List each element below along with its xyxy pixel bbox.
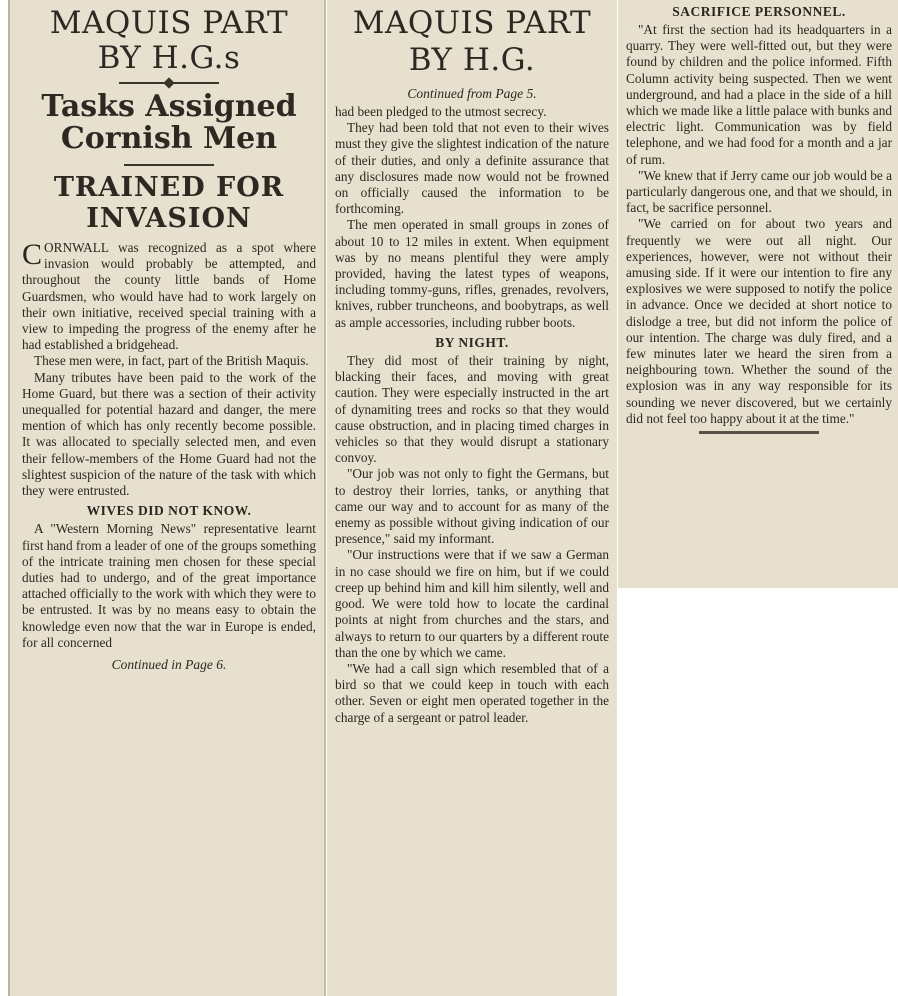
paragraph: "Our instructions were that if we saw a German in no case should we fire on him, but if we could creep up behind him and kill him silently, well and good. We were told how to locate the cardinal points at night from churches and the stars, and always to return to our quarters by a different route than the one by which we came. bbox=[335, 547, 609, 660]
subheading: SACRIFICE PERSONNEL. bbox=[672, 4, 846, 19]
end-rule bbox=[699, 431, 819, 434]
article-body-col2 bbox=[335, 104, 609, 726]
paragraph: Many tributes have been paid to the work of the Home Guard, but there was a section of their activity unequalled for potential hazard and danger, the mere mention of which has only recently become possible. It was allocated to specially selected men, and even their fellow-members of the Home Guard had not the slightest suspicion of the nature of the task with which they were entrusted. bbox=[22, 369, 316, 499]
subheading: WIVES DID NOT KNOW. bbox=[86, 503, 252, 519]
ornamental-rule bbox=[119, 82, 219, 84]
paragraph: They had been told that not even to their wives must they give the slightest indication of the nature of their duties, and only a definite assurance that any disclosures made now would not be frowned on officially caused the information to be forthcoming. bbox=[335, 120, 609, 217]
deck-line-1: Tasks Assigned bbox=[41, 89, 297, 124]
paragraph: They did most of their training by night, blacking their faces, and moving with great caution. They were especially instructed in the art of dynamiting trees and rocks so that they would cause obstruction, and in placing timed charges in vehicles so that they would disrupt a stationary convoy. bbox=[335, 353, 609, 466]
headline-line-1: MAQUIS PART bbox=[49, 5, 289, 41]
column-separator bbox=[324, 0, 326, 996]
drop-cap: C bbox=[22, 238, 43, 271]
headline-line-2: BY H.G.s bbox=[97, 40, 241, 76]
paragraph: "At first the section had its headquarters in a quarry. They were well-fitted out, but they were found by children and the police informed. Fifth Column activity being suspected. Then we went underground, and had a place in the side of a hill which we made like a little palace with bunks and electric light. Communication was by field telephone, and we had food for a month and a jar of rum. bbox=[626, 22, 892, 167]
article-body-col3 bbox=[626, 22, 892, 427]
paragraph: The men operated in small groups in zones of about 10 to 12 miles in extent. When equipment was by no means plentiful they were amply provided, having the latest types of weapons, including tommy-guns, rifles, grenades, revolvers, knives, rubber truncheons, and boobytraps, as well as ample accessories, including rubber boots. bbox=[335, 217, 609, 330]
paragraph: had been pledged to the utmost secrecy. bbox=[335, 104, 547, 119]
paragraph: "Our job was not only to fight the Germans, but to destroy their lorries, tanks, or anything that came our way and to account for as many of the enemy as possible without giving indication of our presence," said my informant. bbox=[335, 466, 609, 547]
paragraph: "We knew that if Jerry came our job would be a particularly dangerous one, and that we should, in fact, be sacrifice personnel. bbox=[626, 167, 892, 216]
article-body-col1 bbox=[22, 240, 316, 651]
deck-line-3: TRAINED FOR bbox=[53, 172, 285, 203]
divider-rule bbox=[124, 164, 214, 166]
paragraph: These men were, in fact, part of the British Maquis. bbox=[34, 353, 309, 369]
column-three bbox=[618, 0, 898, 588]
paragraph: "We had a call sign which resembled that of a bird so that we could keep in touch with each other. Seven or eight men operated together in the charge of a sergeant or patrol leader. bbox=[335, 660, 609, 725]
column-one bbox=[8, 0, 324, 996]
continued-note: Continued in Page 6. bbox=[111, 657, 227, 673]
deck-line-2: Cornish Men bbox=[60, 121, 278, 156]
headline-line-2: BY H.G. bbox=[408, 42, 536, 78]
paragraph: "We carried on for about two years and frequently we were out all night. Our experiences, however, were not without their amusing side. If it were our intention to fire any explosives we were supposed to notify the police in advance. Once we decided at short notice to dislodge a tree, but did not inform the police of our intention. The charge was duly fired, and a few minutes later we heard the siren from a neighbouring town. Whether the sound of the explosion was in any way responsible for its sounding we never discovered, but we certainly did not feel too happy about it at the time." bbox=[626, 216, 892, 426]
paragraph: A "Western Morning News" representative learnt first hand from a leader of one of the groups something of the intricate training men chosen for these special duties had to undergo, and of the great importance attached officially to the work with which they were to be entrusted. It was by no means easy to obtain the knowledge even now that the war in Europe is ended, for all concerned bbox=[22, 521, 316, 650]
column-two bbox=[327, 0, 617, 996]
deck-line-4: INVASION bbox=[86, 203, 252, 234]
subheading: BY NIGHT. bbox=[435, 334, 509, 350]
headline-line-1: MAQUIS PART bbox=[352, 5, 592, 41]
continued-from-note: Continued from Page 5. bbox=[407, 86, 537, 101]
paragraph: ORNWALL was recognized as a spot where invasion would probably be attempted, and throughout the county little bands of Home Guardsmen, who would have had to work largely on their own initiative, received special training with a view to impeding the progress of the enemy after he had established a bridgehead. bbox=[22, 240, 316, 353]
